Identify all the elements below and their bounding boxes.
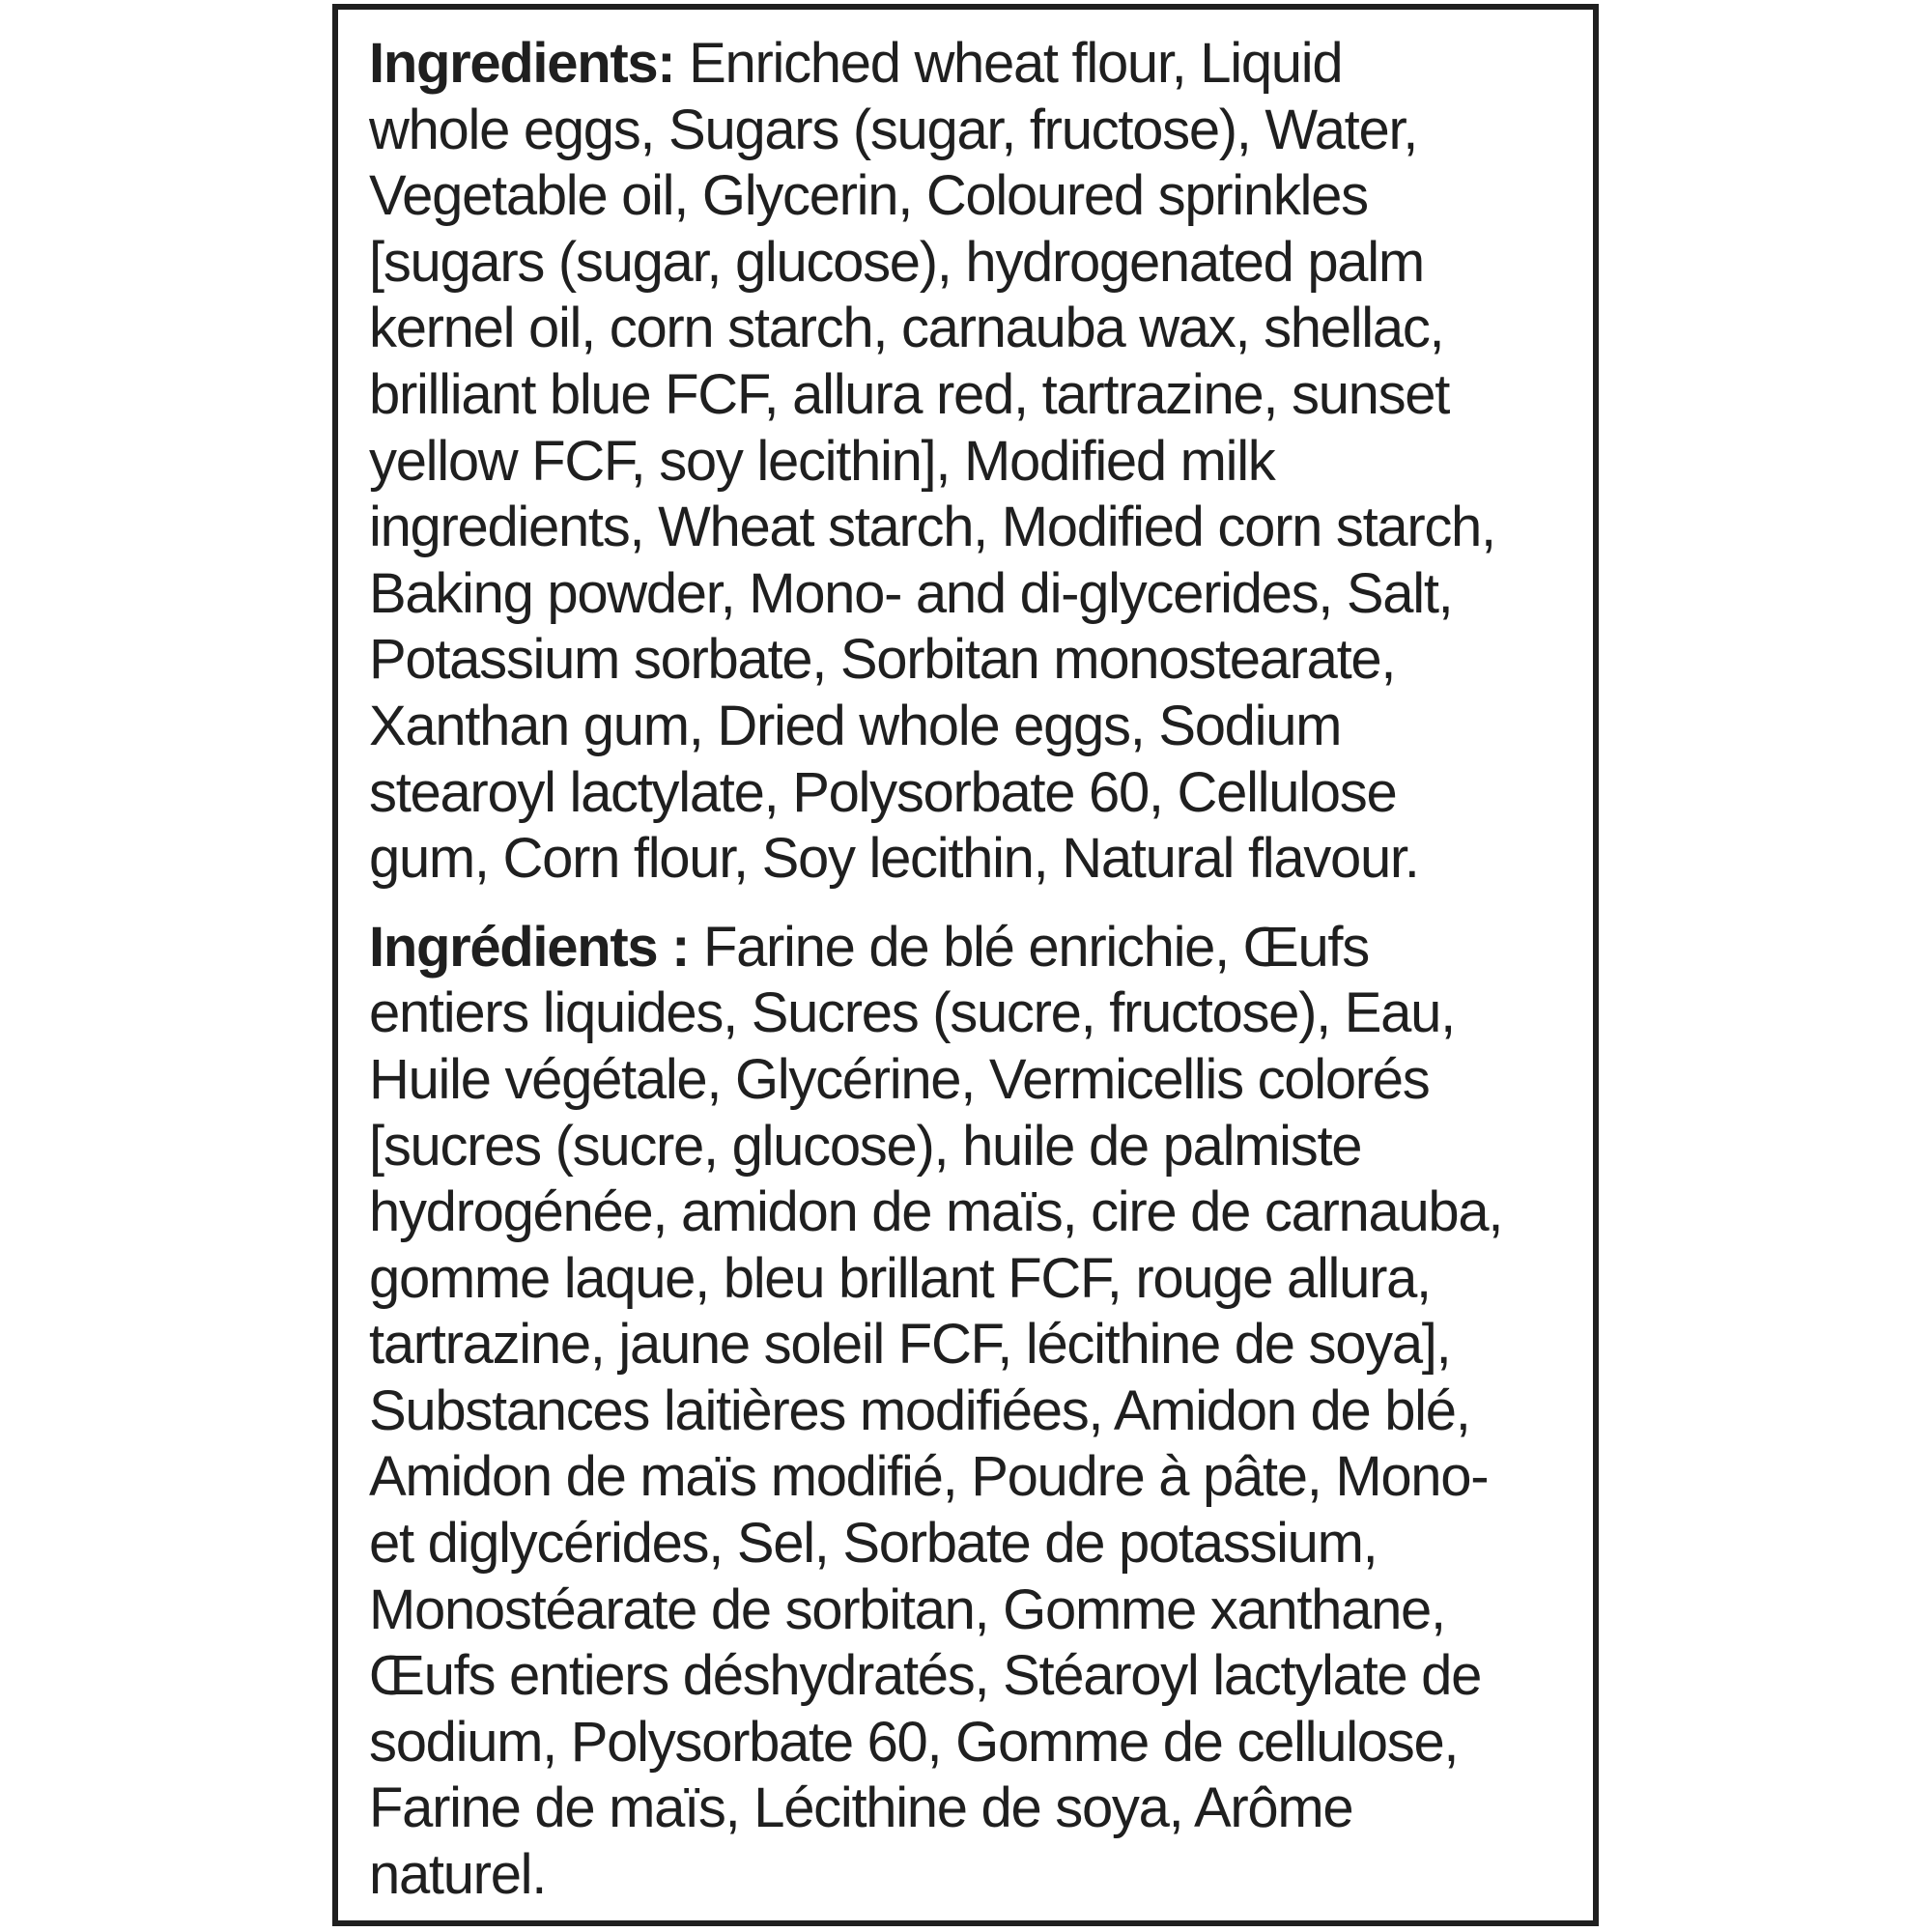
ingredients-line-en-13: gum, Corn flour, Soy lecithin, Natural flavour.	[369, 827, 1419, 891]
ingredients-line-fr-7: tartrazine, jaune soleil FCF, lécithine de soya],	[369, 1313, 1451, 1377]
ingredients-line-fr-12: Œufs entiers déshydratés, Stéaroyl lactylate de	[369, 1644, 1482, 1708]
ingredients-line-fr-8: Substances laitières modifiées, Amidon de blé,	[369, 1378, 1470, 1442]
ingredients-line-fr-3: Huile végétale, Glycérine, Vermicellis colorés	[369, 1047, 1430, 1111]
ingredients-line-en-3: Vegetable oil, Glycerin, Coloured sprinkles	[369, 164, 1368, 228]
ingredients-line-fr-5: hydrogénée, amidon de maïs, cire de carnauba,	[369, 1180, 1503, 1244]
ingredients-line-fr-4: [sucres (sucre, glucose), huile de palmiste	[369, 1114, 1362, 1178]
ingredients-text	[369, 31, 1588, 1909]
ingredients-line-fr-9: Amidon de maïs modifié, Poudre à pâte, Mono-	[369, 1445, 1489, 1509]
ingredients-line-en-11: Xanthan gum, Dried whole eggs, Sodium	[369, 694, 1342, 757]
ingredients-line-fr-14: Farine de maïs, Lécithine de soya, Arôme	[369, 1776, 1353, 1840]
ingredients-line-en-8: ingredients, Wheat starch, Modified corn starch,	[369, 496, 1495, 559]
ingredients-line-en-4: [sugars (sugar, glucose), hydrogenated palm	[369, 230, 1424, 294]
ingredients-line-en-2: whole eggs, Sugars (sugar, fructose), Water,	[369, 98, 1418, 161]
ingredients-line-en-6: brilliant blue FCF, allura red, tartrazine, sunset	[369, 362, 1450, 426]
ingredients-line-text: Farine de blé enrichie, Œufs	[689, 915, 1369, 979]
ingredients-line-fr-2: entiers liquides, Sucres (sucre, fructose), Eau,	[369, 981, 1455, 1045]
ingredients-line-text: Enriched wheat flour, Liquid	[674, 32, 1343, 95]
ingredients-line-en-5: kernel oil, corn starch, carnauba wax, shellac,	[369, 297, 1444, 360]
ingredients-line-fr-1	[369, 915, 1588, 981]
ingredients-heading-fr: Ingrédients :	[369, 915, 690, 979]
ingredients-line-en-12: stearoyl lactylate, Polysorbate 60, Cellulose	[369, 760, 1397, 824]
ingredients-line-en-10: Potassium sorbate, Sorbitan monostearate,	[369, 628, 1396, 692]
ingredients-line-en-1	[369, 31, 1588, 98]
ingredients-line-en-7: yellow FCF, soy lecithin], Modified milk	[369, 429, 1275, 493]
ingredients-line-fr-15: naturel.	[369, 1843, 547, 1907]
ingredients-line-fr-11: Monostéarate de sorbitan, Gomme xanthane,	[369, 1577, 1445, 1641]
ingredients-line-fr-10: et diglycérides, Sel, Sorbate de potassium,	[369, 1512, 1378, 1576]
ingredients-line-fr-13: sodium, Polysorbate 60, Gomme de cellulose,	[369, 1710, 1459, 1774]
ingredients-heading-en: Ingredients:	[369, 32, 675, 95]
ingredients-line-fr-6: gomme laque, bleu brillant FCF, rouge allura,	[369, 1246, 1431, 1310]
ingredients-line-en-9: Baking powder, Mono- and di-glycerides, Salt,	[369, 561, 1453, 625]
